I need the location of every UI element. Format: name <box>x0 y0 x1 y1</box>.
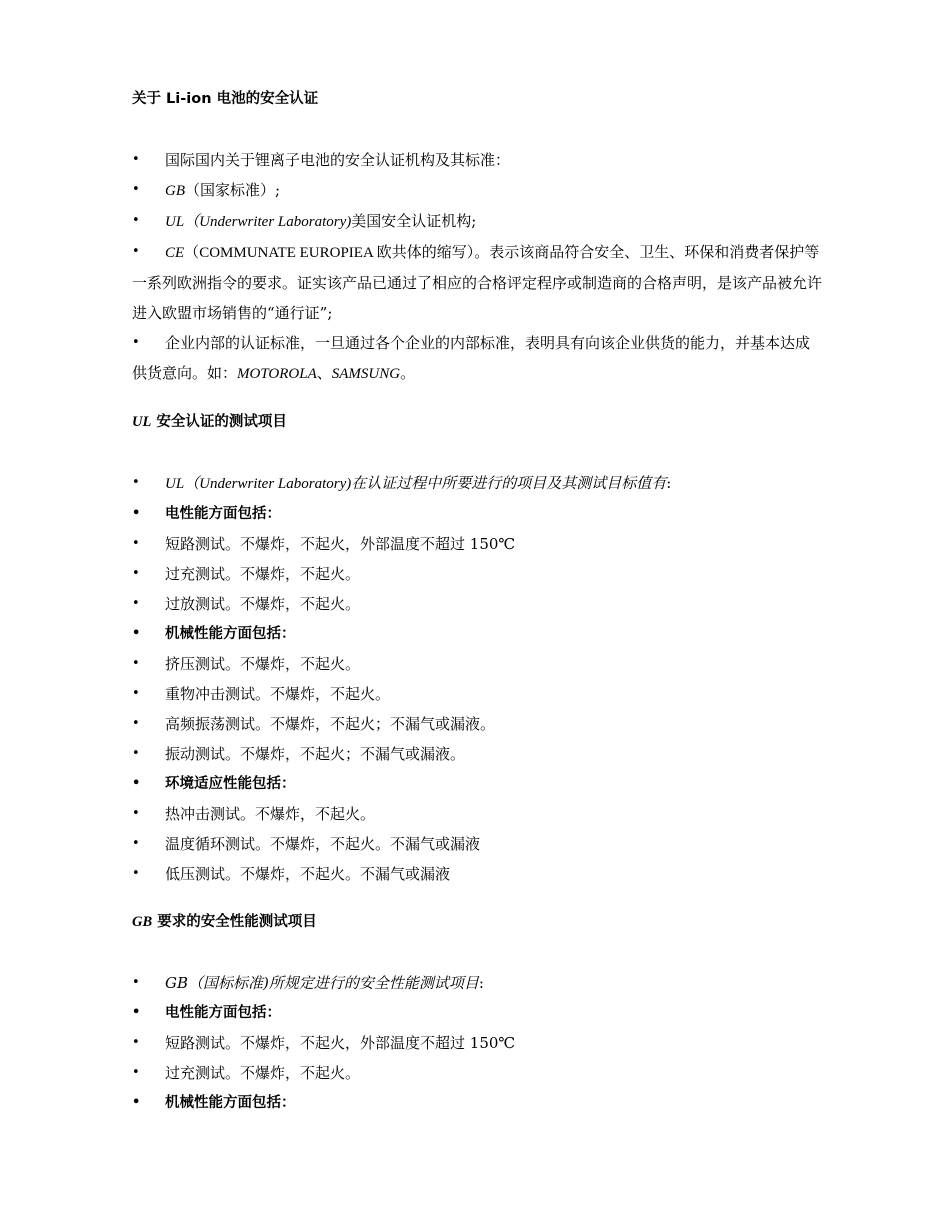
bullet-icon: • <box>132 1005 141 1020</box>
bullet-icon: • <box>132 776 141 791</box>
section-title-ul: UL 安全认证的测试项目 <box>132 414 287 430</box>
bullet-icon: • <box>132 335 140 350</box>
list-item: • 过充测试。不爆炸，不起火。 <box>132 1058 822 1088</box>
list-item: • 挤压测试。不爆炸，不起火。 <box>132 649 822 679</box>
list-item: • 国际国内关于锂离子电池的安全认证机构及其标准： <box>132 145 822 175</box>
list-item: • 过充测试。不爆炸，不起火。 <box>132 559 822 589</box>
subheading-electrical: • 电性能方面包括： <box>132 499 822 529</box>
gb-test-list <box>132 968 822 1118</box>
list-item: • 高频振荡测试。不爆炸，不起火；不漏气或漏液。 <box>132 709 822 739</box>
bullet-icon: • <box>132 806 140 821</box>
bullet-icon: • <box>132 506 141 521</box>
bullet-icon: • <box>132 866 140 881</box>
list-item: • 短路测试。不爆炸，不起火，外部温度不超过 150℃ <box>132 1028 822 1058</box>
bullet-icon: • <box>132 152 140 167</box>
list-item: • 企业内部的认证标准，一旦通过各个企业的内部标准，表明具有向该企业供货的能力，并基本达成供货意向。如：MOTOROLA、SAMSUNG。 <box>132 328 822 389</box>
bullet-icon: • <box>132 836 140 851</box>
bullet-icon: • <box>132 244 140 259</box>
bullet-icon: • <box>132 975 140 990</box>
bullet-icon: • <box>132 182 140 197</box>
bullet-icon: • <box>132 1095 141 1110</box>
list-item: • 重物冲击测试。不爆炸，不起火。 <box>132 679 822 709</box>
list-item: • 过放测试。不爆炸，不起火。 <box>132 589 822 619</box>
subheading-mechanical: • 机械性能方面包括： <box>132 1088 822 1118</box>
bullet-icon: • <box>132 656 140 671</box>
bullet-icon: • <box>132 566 140 581</box>
bullet-icon: • <box>132 1035 140 1050</box>
list-item: • 低压测试。不爆炸，不起火。不漏气或漏液 <box>132 859 822 889</box>
section-title-gb: GB 要求的安全性能测试项目 <box>132 914 317 930</box>
bullet-icon: • <box>132 536 140 551</box>
list-item: • 温度循环测试。不爆炸，不起火。不漏气或漏液 <box>132 829 822 859</box>
subheading-mechanical: • 机械性能方面包括： <box>132 619 822 649</box>
ul-test-list <box>132 468 822 889</box>
document-title: 关于 Li-ion 电池的安全认证 <box>132 91 319 107</box>
bullet-icon: • <box>132 686 140 701</box>
list-item: • GB（国家标准）; <box>132 175 822 206</box>
list-item: • 振动测试。不爆炸，不起火；不漏气或漏液。 <box>132 739 822 769</box>
list-item: • CE（COMMUNATE EUROPIEA 欧共体的缩写）。表示该商品符合安全、卫生、环保和消费者保护等一系列欧洲指令的要求。证实该产品已通过了相应的合格评定程序或制造商的合格声明，是该产品被允许进入欧盟市场销售的“通行证”; <box>132 237 822 328</box>
bullet-icon: • <box>132 716 140 731</box>
certification-list <box>132 145 822 389</box>
list-item: • 热冲击测试。不爆炸，不起火。 <box>132 799 822 829</box>
list-item: • UL（Underwriter Laboratory)在认证过程中所要进行的项目及其测试目标值有: <box>132 468 822 499</box>
bullet-icon: • <box>132 1065 140 1080</box>
list-item: • GB（国标标准)所规定进行的安全性能测试项目: <box>132 968 822 998</box>
bullet-icon: • <box>132 475 140 490</box>
list-item: • UL（Underwriter Laboratory)美国安全认证机构; <box>132 206 822 237</box>
bullet-icon: • <box>132 213 140 228</box>
bullet-icon: • <box>132 746 140 761</box>
bullet-icon: • <box>132 596 140 611</box>
subheading-electrical: • 电性能方面包括： <box>132 998 822 1028</box>
subheading-environmental: • 环境适应性能包括： <box>132 769 822 799</box>
list-item: • 短路测试。不爆炸，不起火，外部温度不超过 150℃ <box>132 529 822 559</box>
bullet-icon: • <box>132 626 141 641</box>
document-page <box>132 86 822 1118</box>
